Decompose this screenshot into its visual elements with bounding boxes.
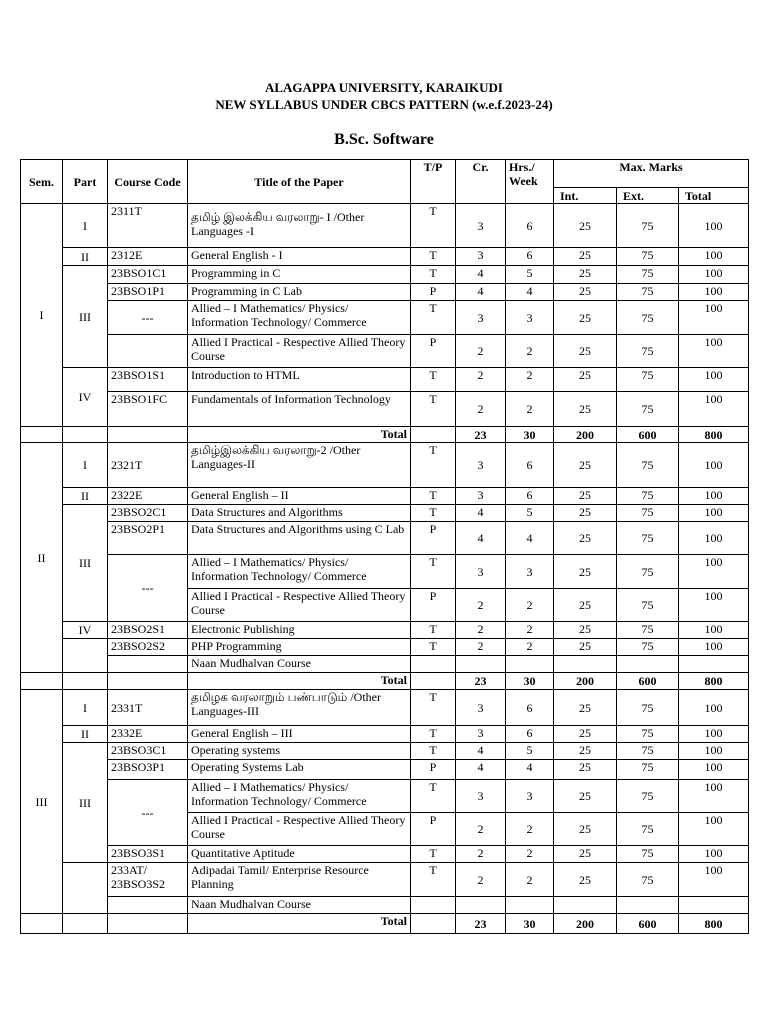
paper-title: Electronic Publishing	[188, 622, 411, 639]
total-marks: 100	[679, 335, 749, 368]
course-code: 23BSO2P1	[108, 522, 188, 555]
tp-value: T	[411, 743, 456, 760]
total-row	[21, 673, 749, 690]
col-ext: Ext.	[617, 188, 679, 204]
table-row	[21, 266, 749, 284]
col-part: Part	[63, 160, 108, 204]
tp-value	[411, 897, 456, 914]
hours-value: 2	[506, 622, 554, 639]
total-marks: 100	[679, 488, 749, 505]
course-code: 2331T	[108, 690, 188, 726]
course-code: 23BSO1FC	[108, 392, 188, 427]
credits-value: 3	[456, 301, 506, 335]
total-empty	[108, 427, 188, 443]
tp-value: P	[411, 284, 456, 301]
total-row	[21, 427, 749, 443]
course-code: 23BSO1S1	[108, 368, 188, 392]
course-code: ---	[108, 780, 188, 846]
ext-marks: 75	[617, 726, 679, 743]
table-row	[21, 335, 749, 368]
total-empty	[108, 673, 188, 690]
table-row	[21, 522, 749, 555]
tp-value: T	[411, 204, 456, 248]
total-int: 200	[554, 673, 617, 690]
total-marks: 100	[679, 204, 749, 248]
paper-title: Allied I Practical - Respective Allied Theory Course	[188, 589, 411, 622]
tp-value: T	[411, 301, 456, 335]
credits-value: 2	[456, 589, 506, 622]
table-row	[21, 248, 749, 266]
tp-value: T	[411, 690, 456, 726]
paper-title: Programming in C	[188, 266, 411, 284]
int-marks: 25	[554, 589, 617, 622]
table-body	[21, 204, 749, 934]
total-label: Total	[188, 914, 411, 934]
total-marks: 100	[679, 780, 749, 813]
ext-marks: 75	[617, 443, 679, 488]
part-cell: I	[63, 443, 108, 488]
course-code	[108, 656, 188, 673]
ext-marks	[617, 656, 679, 673]
credits-value: 4	[456, 743, 506, 760]
ext-marks: 75	[617, 622, 679, 639]
credits-value	[456, 656, 506, 673]
part-cell: IV	[63, 622, 108, 639]
col-tp: T/P	[411, 160, 456, 204]
hours-value: 2	[506, 335, 554, 368]
credits-value: 2	[456, 639, 506, 656]
ext-marks: 75	[617, 301, 679, 335]
course-code: 2322E	[108, 488, 188, 505]
table-row	[21, 488, 749, 505]
ext-marks: 75	[617, 690, 679, 726]
hours-value: 2	[506, 589, 554, 622]
total-hours: 30	[506, 673, 554, 690]
hours-value: 3	[506, 301, 554, 335]
total-marks: 100	[679, 726, 749, 743]
paper-title: Introduction to HTML	[188, 368, 411, 392]
int-marks	[554, 897, 617, 914]
total-label: Total	[188, 427, 411, 443]
sem-cell: II	[21, 443, 63, 673]
syllabus-subtitle: NEW SYLLABUS UNDER CBCS PATTERN (w.e.f.2023-24)	[215, 97, 553, 112]
total-marks: 100	[679, 813, 749, 846]
total-marks: 100	[679, 392, 749, 427]
hours-value: 2	[506, 368, 554, 392]
table-header	[21, 160, 749, 204]
credits-value: 4	[456, 505, 506, 522]
tp-value: T	[411, 846, 456, 863]
credits-value: 3	[456, 443, 506, 488]
total-marks: 100	[679, 690, 749, 726]
tp-value: P	[411, 813, 456, 846]
paper-title: Fundamentals of Information Technology	[188, 392, 411, 427]
total-empty	[63, 427, 108, 443]
ext-marks: 75	[617, 780, 679, 813]
total-int: 200	[554, 427, 617, 443]
col-title: Title of the Paper	[188, 160, 411, 204]
int-marks: 25	[554, 780, 617, 813]
int-marks: 25	[554, 284, 617, 301]
total-marks: 100	[679, 248, 749, 266]
table-row	[21, 368, 749, 392]
total-empty	[63, 673, 108, 690]
paper-title: Allied – I Mathematics/ Physics/ Information Technology/ Commerce	[188, 780, 411, 813]
total-marks: 100	[679, 760, 749, 780]
int-marks: 25	[554, 846, 617, 863]
table-row	[21, 656, 749, 673]
paper-title: General English – II	[188, 488, 411, 505]
part-cell	[63, 639, 108, 673]
total-empty	[411, 673, 456, 690]
int-marks: 25	[554, 204, 617, 248]
part-cell: I	[63, 690, 108, 726]
col-sem: Sem.	[21, 160, 63, 204]
hours-value: 5	[506, 266, 554, 284]
int-marks: 25	[554, 555, 617, 589]
table-row	[21, 690, 749, 726]
course-code: 23BSO2S1	[108, 622, 188, 639]
ext-marks: 75	[617, 555, 679, 589]
int-marks: 25	[554, 443, 617, 488]
int-marks: 25	[554, 505, 617, 522]
table-row	[21, 863, 749, 897]
ext-marks: 75	[617, 248, 679, 266]
hours-value: 6	[506, 488, 554, 505]
ext-marks: 75	[617, 522, 679, 555]
course-code: 23BSO3P1	[108, 760, 188, 780]
paper-title: தமிழ் இலக்கிய வரலாறு- I /Other Languages -I	[188, 204, 411, 248]
course-code: 23BSO3S1	[108, 846, 188, 863]
total-row	[21, 914, 749, 934]
hours-value: 2	[506, 639, 554, 656]
credits-value: 2	[456, 392, 506, 427]
total-empty	[21, 427, 63, 443]
int-marks	[554, 656, 617, 673]
course-code: 233AT/ 23BSO3S2	[108, 863, 188, 897]
course-code: 23BSO1P1	[108, 284, 188, 301]
course-code: 23BSO2S2	[108, 639, 188, 656]
total-marks: 100	[679, 555, 749, 589]
paper-title: Data Structures and Algorithms	[188, 505, 411, 522]
hours-value: 5	[506, 505, 554, 522]
hours-value: 2	[506, 863, 554, 897]
total-hours: 30	[506, 427, 554, 443]
ext-marks: 75	[617, 505, 679, 522]
tp-value: T	[411, 488, 456, 505]
ext-marks: 75	[617, 846, 679, 863]
hours-value: 6	[506, 726, 554, 743]
paper-title: General English - I	[188, 248, 411, 266]
total-ext: 600	[617, 914, 679, 934]
total-empty	[21, 673, 63, 690]
table-row	[21, 639, 749, 656]
table-row	[21, 622, 749, 639]
tp-value: T	[411, 639, 456, 656]
ext-marks	[617, 897, 679, 914]
hours-value: 6	[506, 204, 554, 248]
col-int: Int.	[554, 188, 617, 204]
int-marks: 25	[554, 392, 617, 427]
int-marks: 25	[554, 301, 617, 335]
table-row	[21, 284, 749, 301]
table-row	[21, 505, 749, 522]
university-name: ALAGAPPA UNIVERSITY, KARAIKUDI	[264, 80, 503, 95]
table-row	[21, 204, 749, 248]
int-marks: 25	[554, 639, 617, 656]
credits-value: 3	[456, 248, 506, 266]
table-row	[21, 555, 749, 589]
sem-cell: III	[21, 690, 63, 914]
int-marks: 25	[554, 726, 617, 743]
col-hrs: Hrs./ Week	[506, 160, 554, 204]
col-total: Total	[679, 188, 749, 204]
part-cell: II	[63, 726, 108, 743]
course-code: 2312E	[108, 248, 188, 266]
total-marks: 800	[679, 673, 749, 690]
credits-value: 4	[456, 266, 506, 284]
ext-marks: 75	[617, 760, 679, 780]
part-cell: I	[63, 204, 108, 248]
credits-value: 3	[456, 488, 506, 505]
ext-marks: 75	[617, 813, 679, 846]
total-marks: 100	[679, 622, 749, 639]
hours-value: 3	[506, 555, 554, 589]
int-marks: 25	[554, 522, 617, 555]
int-marks: 25	[554, 690, 617, 726]
course-code: ---	[108, 301, 188, 335]
credits-value: 2	[456, 863, 506, 897]
tp-value	[411, 656, 456, 673]
tp-value: T	[411, 780, 456, 813]
total-hours: 30	[506, 914, 554, 934]
tp-value: T	[411, 443, 456, 488]
total-credits: 23	[456, 673, 506, 690]
total-marks: 800	[679, 427, 749, 443]
part-cell: IV	[63, 368, 108, 427]
course-code: 2311T	[108, 204, 188, 248]
paper-title: தமிழ்இலக்கிய வரலாறு-2 /Other Languages-II	[188, 443, 411, 488]
tp-value: T	[411, 555, 456, 589]
tp-value: P	[411, 522, 456, 555]
int-marks: 25	[554, 760, 617, 780]
tp-value: T	[411, 392, 456, 427]
course-code: 23BSO1C1	[108, 266, 188, 284]
course-code: 2321T	[108, 443, 188, 488]
total-marks: 100	[679, 443, 749, 488]
ext-marks: 75	[617, 266, 679, 284]
tp-value: P	[411, 335, 456, 368]
credits-value: 2	[456, 335, 506, 368]
credits-value: 4	[456, 522, 506, 555]
hours-value: 6	[506, 248, 554, 266]
tp-value: T	[411, 266, 456, 284]
paper-title: General English – III	[188, 726, 411, 743]
paper-title: Naan Mudhalvan Course	[188, 897, 411, 914]
credits-value: 3	[456, 726, 506, 743]
paper-title: Operating Systems Lab	[188, 760, 411, 780]
course-code: 2332E	[108, 726, 188, 743]
course-code	[108, 897, 188, 914]
ext-marks: 75	[617, 392, 679, 427]
paper-title: தமிழக வரலாறும் பண்பாடும் /Other Languages-III	[188, 690, 411, 726]
hours-value	[506, 897, 554, 914]
hours-value: 2	[506, 846, 554, 863]
course-code: ---	[108, 555, 188, 622]
hours-value: 6	[506, 690, 554, 726]
ext-marks: 75	[617, 204, 679, 248]
total-marks: 100	[679, 505, 749, 522]
total-empty	[21, 914, 63, 934]
program-title: B.Sc. Software	[334, 131, 434, 148]
total-marks: 100	[679, 863, 749, 897]
table-row	[21, 897, 749, 914]
ext-marks: 75	[617, 488, 679, 505]
total-marks: 100	[679, 639, 749, 656]
total-int: 200	[554, 914, 617, 934]
paper-title: Programming in C Lab	[188, 284, 411, 301]
paper-title: Quantitative Aptitude	[188, 846, 411, 863]
paper-title: Allied I Practical - Respective Allied Theory Course	[188, 813, 411, 846]
table-row	[21, 301, 749, 335]
part-cell: III	[63, 743, 108, 863]
table-row	[21, 726, 749, 743]
paper-title: Adipadai Tamil/ Enterprise Resource Planning	[188, 863, 411, 897]
part-cell: II	[63, 248, 108, 266]
part-cell: II	[63, 488, 108, 505]
int-marks: 25	[554, 622, 617, 639]
table-row	[21, 846, 749, 863]
table-row	[21, 443, 749, 488]
total-marks: 100	[679, 846, 749, 863]
ext-marks: 75	[617, 639, 679, 656]
ext-marks: 75	[617, 743, 679, 760]
hours-value: 4	[506, 760, 554, 780]
hours-value: 4	[506, 284, 554, 301]
tp-value: T	[411, 248, 456, 266]
ext-marks: 75	[617, 284, 679, 301]
tp-value: P	[411, 760, 456, 780]
table-row	[21, 743, 749, 760]
int-marks: 25	[554, 368, 617, 392]
total-marks: 100	[679, 743, 749, 760]
course-code	[108, 335, 188, 368]
paper-title: Allied – I Mathematics/ Physics/ Information Technology/ Commerce	[188, 555, 411, 589]
total-marks	[679, 656, 749, 673]
total-marks: 100	[679, 522, 749, 555]
tp-value: T	[411, 622, 456, 639]
credits-value: 3	[456, 780, 506, 813]
total-empty	[411, 914, 456, 934]
paper-title: Naan Mudhalvan Course	[188, 656, 411, 673]
col-max-marks: Max. Marks	[554, 160, 749, 188]
ext-marks: 75	[617, 335, 679, 368]
total-marks: 100	[679, 266, 749, 284]
int-marks: 25	[554, 813, 617, 846]
total-empty	[63, 914, 108, 934]
ext-marks: 75	[617, 368, 679, 392]
credits-value: 2	[456, 368, 506, 392]
paper-title: Allied – I Mathematics/ Physics/ Information Technology/ Commerce	[188, 301, 411, 335]
part-cell: III	[63, 266, 108, 368]
tp-value: T	[411, 863, 456, 897]
credits-value: 3	[456, 690, 506, 726]
paper-title: Operating systems	[188, 743, 411, 760]
hours-value: 6	[506, 443, 554, 488]
ext-marks: 75	[617, 589, 679, 622]
table-row	[21, 780, 749, 813]
credits-value: 4	[456, 760, 506, 780]
credits-value: 2	[456, 622, 506, 639]
table-row	[21, 392, 749, 427]
int-marks: 25	[554, 488, 617, 505]
hours-value: 2	[506, 392, 554, 427]
tp-value: T	[411, 726, 456, 743]
total-marks	[679, 897, 749, 914]
tp-value: T	[411, 505, 456, 522]
col-cr: Cr.	[456, 160, 506, 204]
total-credits: 23	[456, 914, 506, 934]
int-marks: 25	[554, 743, 617, 760]
paper-title: Allied I Practical - Respective Allied Theory Course	[188, 335, 411, 368]
course-code: 23BSO3C1	[108, 743, 188, 760]
total-credits: 23	[456, 427, 506, 443]
int-marks: 25	[554, 248, 617, 266]
syllabus-table	[20, 159, 749, 934]
col-code: Course Code	[108, 160, 188, 204]
total-marks: 800	[679, 914, 749, 934]
sem-cell: I	[21, 204, 63, 427]
total-marks: 100	[679, 589, 749, 622]
part-cell: III	[63, 505, 108, 622]
course-code: 23BSO2C1	[108, 505, 188, 522]
total-empty	[108, 914, 188, 934]
part-cell	[63, 863, 108, 914]
credits-value: 4	[456, 284, 506, 301]
hours-value: 3	[506, 780, 554, 813]
total-ext: 600	[617, 427, 679, 443]
total-empty	[411, 427, 456, 443]
hours-value: 4	[506, 522, 554, 555]
ext-marks: 75	[617, 863, 679, 897]
total-marks: 100	[679, 301, 749, 335]
credits-value: 3	[456, 555, 506, 589]
total-marks: 100	[679, 284, 749, 301]
paper-title: Data Structures and Algorithms using C Lab	[188, 522, 411, 555]
table-row	[21, 760, 749, 780]
tp-value: P	[411, 589, 456, 622]
credits-value: 2	[456, 813, 506, 846]
int-marks: 25	[554, 335, 617, 368]
paper-title: PHP Programming	[188, 639, 411, 656]
int-marks: 25	[554, 863, 617, 897]
credits-value	[456, 897, 506, 914]
credits-value: 2	[456, 846, 506, 863]
tp-value: T	[411, 368, 456, 392]
hours-value: 2	[506, 813, 554, 846]
total-ext: 600	[617, 673, 679, 690]
total-marks: 100	[679, 368, 749, 392]
int-marks: 25	[554, 266, 617, 284]
hours-value	[506, 656, 554, 673]
credits-value: 3	[456, 204, 506, 248]
total-label: Total	[188, 673, 411, 690]
hours-value: 5	[506, 743, 554, 760]
